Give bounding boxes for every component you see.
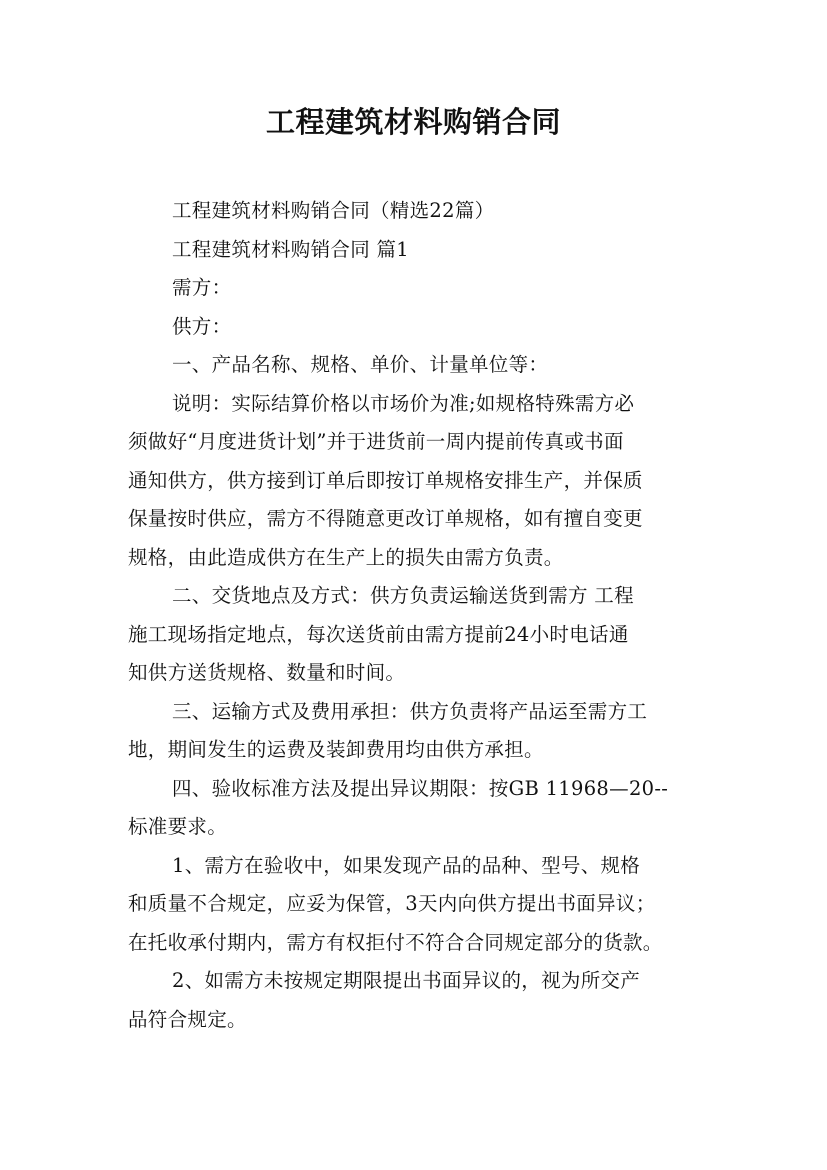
document-body: [128, 192, 706, 1039]
body-line: 在托收承付期内，需方有权拒付不符合合同规定部分的货款。: [128, 930, 663, 954]
body-line: 保量按时供应，需方不得随意更改订单规格，如有擅自变更: [128, 507, 643, 530]
body-line: 说明：实际结算价格以市场价为准;如规格特殊需方必: [172, 391, 635, 415]
body-line: 2、如需方未按规定期限提出书面异议的，视为所交产: [172, 969, 641, 992]
body-line: 地，期间发生的运费及装卸费用均由供方承担。: [128, 738, 544, 761]
body-line: 知供方送货规格、数量和时间。: [128, 661, 406, 684]
body-line: 四、验收标准方法及提出异议期限：按GB 11968—20--: [172, 776, 669, 800]
body-line: 需方：: [172, 276, 232, 299]
body-line: 须做好“月度进货计划”并于进货前一周内提前传真或书面: [128, 430, 624, 453]
body-line: 标准要求。: [128, 815, 228, 838]
body-line: 品符合规定。: [128, 1007, 247, 1031]
body-line: 三、运输方式及费用承担：供方负责将产品运至需方工: [172, 699, 648, 723]
body-line: 规格，由此造成供方在生产上的损失由需方负责。: [128, 545, 564, 569]
body-line: 供方：: [172, 314, 232, 338]
body-line: 和质量不合规定，应妥为保管，3天内向供方提出书面异议；: [128, 892, 656, 915]
body-line: 1、需方在验收中，如果发现产品的品种、型号、规格: [172, 853, 641, 877]
body-line: 通知供方，供方接到订单后即按订单规格安排生产，并保质: [128, 468, 643, 492]
body-line: 施工现场指定地点，每次送货前由需方提前24小时电话通: [128, 622, 629, 646]
body-line: 一、产品名称、规格、单价、计量单位等：: [172, 353, 549, 376]
body-line: 工程建筑材料购销合同（精选22篇）: [172, 199, 495, 222]
body-line: 工程建筑材料购销合同 篇1: [172, 237, 410, 261]
document-title: 工程建筑材料购销合同: [265, 105, 561, 139]
body-line: 二、交货地点及方式：供方负责运输送货到需方 工程: [172, 584, 634, 607]
